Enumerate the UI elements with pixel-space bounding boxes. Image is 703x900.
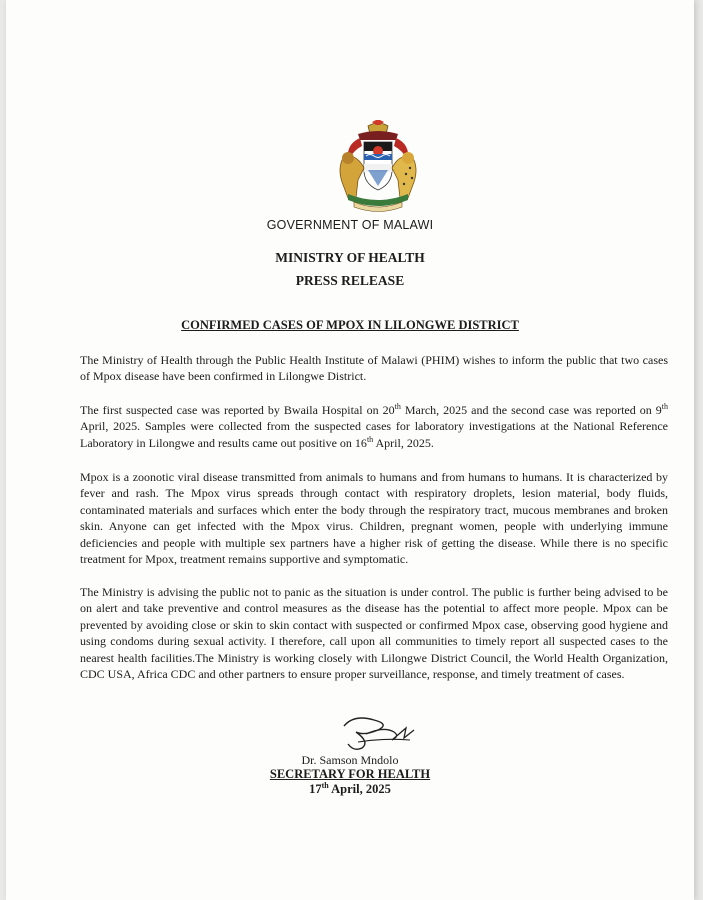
government-name: GOVERNMENT OF MALAWI [266,218,434,232]
paragraph-advisory: The Ministry is advising the public not to panic as the situation is under control. The public is further being advised to be on alert and take preventive and control measures as the disease has the potential to affect more people. Mpox can be prevented by avoiding close or skin to skin contact with suspected or confirmed Mpox case, observing good hygiene and using condoms during sexual activity. I therefore, call upon all communities to timely report all suspected cases to the nearest health facilities.The Ministry is working closely with Lilongwe District Council, the World Health Organization, CDC USA, Africa CDC and other partners to ensure proper surveillance, response, and timely treatment of cases. [80,585,668,682]
signatory-title: SECRETARY FOR HEALTH [269,767,431,781]
signatory-name: Dr. Samson Mndolo [301,753,399,767]
coat-of-arms-icon [328,120,428,212]
paragraph-timeline [80,402,668,451]
timeline-text-1: The first suspected case was reported by Bwaila Hospital on 20 [80,403,395,417]
timeline-text-3: April, 2025. Samples were collected from the suspected cases for laboratory investigations at the National Reference Laboratory in Lilongwe and results came out positive on 16 [80,419,668,450]
ordinal-suffix: th [366,434,374,444]
press-release-headline: CONFIRMED CASES OF MPOX IN LILONGWE DISTRICT [181,318,519,332]
timeline-text-2: March, 2025 and the second case was reported on 9 [400,403,662,417]
ordinal-suffix: th [394,402,401,411]
document-type: PRESS RELEASE [295,273,405,288]
date-month-year: April, 2025 [328,782,391,796]
ordinal-suffix: th [321,780,329,790]
press-release-page [6,0,694,900]
paragraph-announcement: The Ministry of Health through the Public Health Institute of Malawi (PHIM) wishes to inform the public that two cases of Mpox disease have been confirmed in Lilongwe District. [80,353,668,384]
date-day: 17 [309,782,322,796]
ministry-name: MINISTRY OF HEALTH [275,250,425,265]
paragraph-disease-info: Mpox is a zoonotic viral disease transmitted from animals to humans and from humans to humans. It is characterized by fever and rash. The Mpox virus spreads through contact with respiratory droplets, lesion material, body fluids, contaminated materials and surfaces which enter the body through the respiratory tract, mucous membranes and broken skin. Anyone can get infected with the Mpox virus. Children, pregnant women, people with underlying immune deficiencies and people with multiple sex partners have a higher risk of getting the disease. While there is no specific treatment for Mpox, treatment remains supportive and symptomatic. [80,470,668,567]
signature-icon [334,712,422,752]
timeline-text-4: April, 2025. [373,435,434,450]
ordinal-suffix: th [661,402,668,411]
release-date [6,782,694,797]
